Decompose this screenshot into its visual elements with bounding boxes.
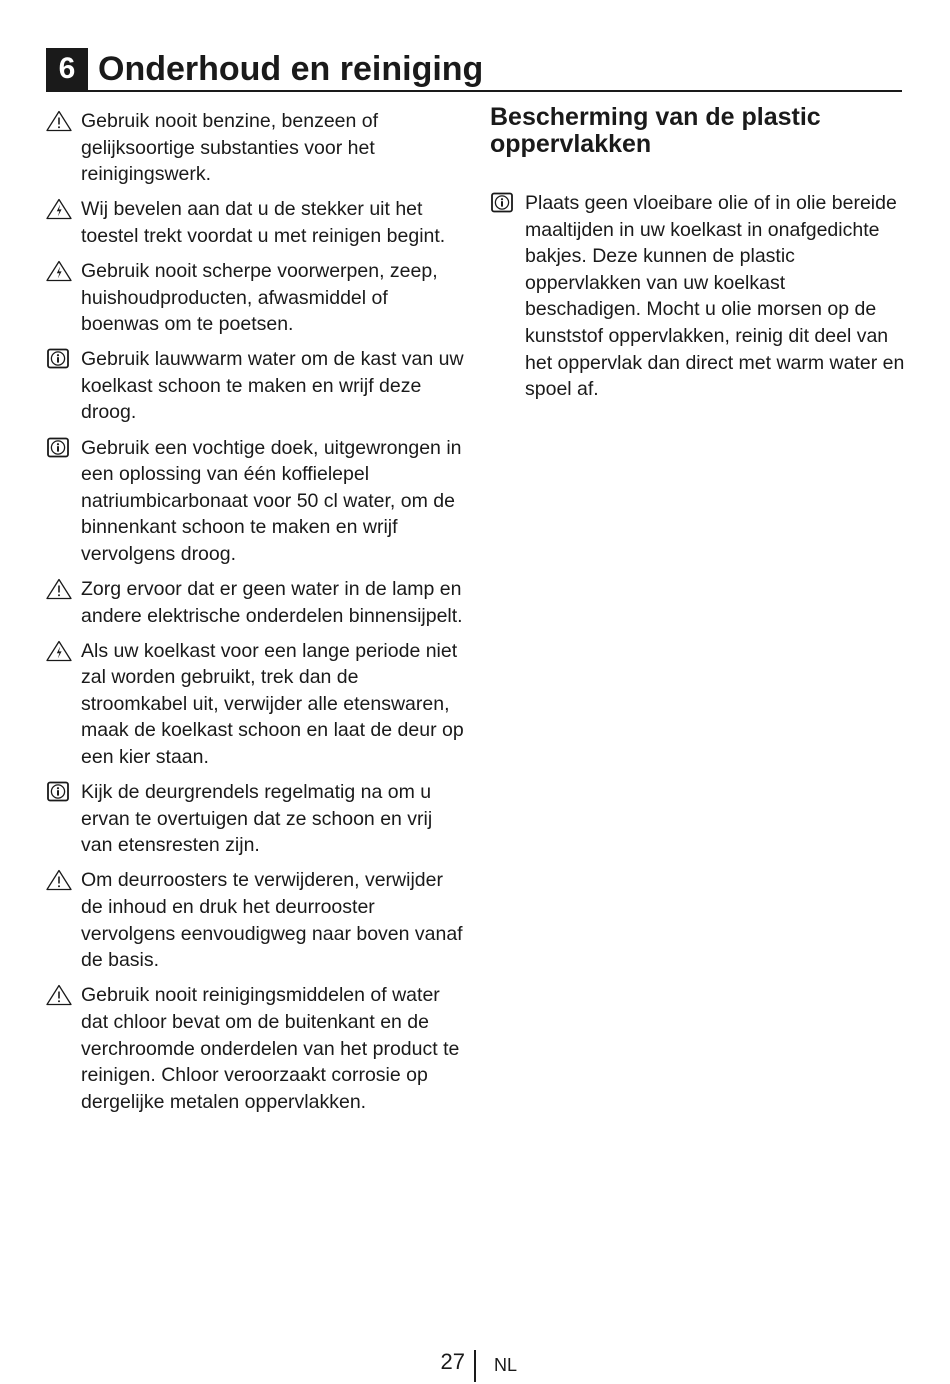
info-icon xyxy=(46,437,72,459)
list-item xyxy=(46,779,466,859)
list-item xyxy=(46,867,466,973)
list-item xyxy=(490,190,906,403)
item-text: Kijk de deurgrendels regelmatig na om u ervan te overtuigen dat ze schoon en vrij van etensresten zijn. xyxy=(81,781,433,857)
warning-icon xyxy=(46,869,72,891)
section-heading: Bescherming van de plastic oppervlakken xyxy=(490,103,821,158)
info-icon xyxy=(490,192,516,214)
info-icon xyxy=(46,781,72,803)
chapter-header xyxy=(46,48,902,92)
warning-icon xyxy=(46,110,72,132)
list-item xyxy=(46,196,466,249)
warning-icon xyxy=(46,578,72,600)
page-footer xyxy=(0,1346,950,1380)
item-text: Gebruik een vochtige doek, uitgewrongen in een oplossing van één koffielepel natriumbicarbonaat voor 50 cl water, om de binnenkant schoon te maken en wrijf vervolgens droog. xyxy=(81,436,462,565)
item-text: Gebruik nooit benzine, benzeen of gelijksoortige substanties voor het reinigingswerk. xyxy=(81,110,379,186)
electric-warning-icon xyxy=(46,260,72,282)
item-text: Zorg ervoor dat er geen water in de lamp en andere elektrische onderdelen binnensijpelt. xyxy=(81,578,463,627)
item-text: Gebruik nooit scherpe voorwerpen, zeep, huishoudproducten, afwasmiddel of boenwas om te poetsen. xyxy=(81,259,438,336)
item-text: Gebruik lauwwarm water om de kast van uw koelkast schoon te maken en wrijf deze droog. xyxy=(81,348,464,424)
item-text: Gebruik nooit reinigingsmiddelen of water dat chloor bevat om de buitenkant en de verchroomde onderdelen van het product te reinigen. Chloor veroorzaakt corrosie op dergelijke metalen oppervlakken. xyxy=(81,984,460,1113)
right-items xyxy=(490,190,906,403)
electric-warning-icon xyxy=(46,640,72,662)
info-icon xyxy=(46,348,72,370)
chapter-number: 6 xyxy=(46,48,88,90)
item-text: Als uw koelkast voor een lange periode niet zal worden gebruikt, trek dan de stroomkabel uit, verwijder alle etenswaren, maak de koelkast schoon en laat de deur op een kier staan. xyxy=(81,639,464,769)
electric-warning-icon xyxy=(46,198,72,220)
warning-icon xyxy=(46,984,72,1006)
list-item xyxy=(46,258,466,338)
item-text: Wij bevelen aan dat u de stekker uit het toestel trekt voordat u met reinigen begint. xyxy=(81,198,446,247)
list-item xyxy=(46,638,466,771)
list-item xyxy=(46,435,466,568)
footer-divider xyxy=(474,1350,476,1382)
left-column xyxy=(46,108,466,1124)
page-number: 27 xyxy=(440,1349,465,1374)
list-item xyxy=(46,576,466,629)
chapter-title: Onderhoud en reiniging xyxy=(98,50,484,88)
list-item xyxy=(46,346,466,426)
item-text: Plaats geen vloeibare olie of in olie bereide maaltijden in uw koelkast in onafgedichte bakjes. Deze kunnen de plastic oppervlakken van uw koelkast beschadigen. Mocht u olie morsen op de kunststof oppervlakken, reinig dit deel van het oppervlak dan direct met warm water en spoel af. xyxy=(525,192,905,401)
list-item xyxy=(46,982,466,1115)
item-text: Om deurroosters te verwijderen, verwijder de inhoud en druk het deurrooster vervolgens eenvoudigweg naar boven vanaf de basis. xyxy=(81,869,463,972)
list-item xyxy=(46,108,466,188)
language-code: NL xyxy=(494,1355,518,1375)
right-column xyxy=(490,104,906,411)
